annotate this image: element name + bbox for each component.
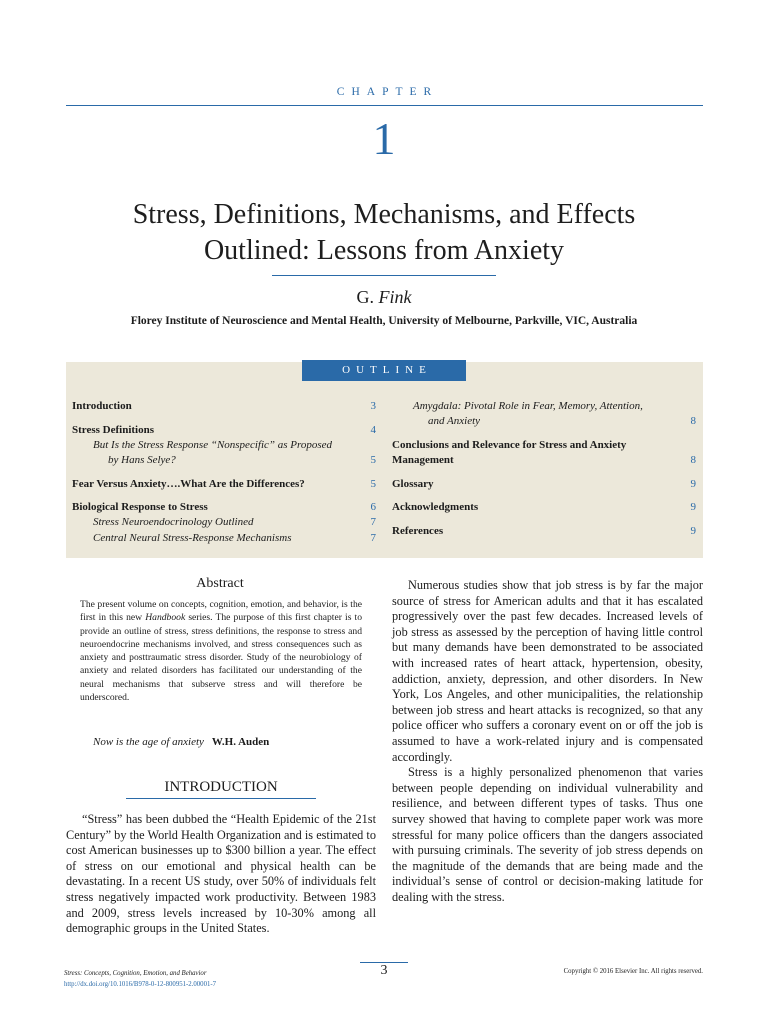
outline-item-page: 5 <box>370 454 376 466</box>
outline-item-page: 9 <box>690 525 696 537</box>
outline-item-label: Central Neural Stress-Response Mechanisms <box>93 532 292 544</box>
outline-item-page: 6 <box>370 501 376 513</box>
outline-item-nonspecific[interactable] <box>72 438 376 468</box>
introduction-paragraph: “Stress” has been dubbed the “Health Epidemic of the 21st Century” by the World Health Organization and is estimated to cost American businesses up to $300 billion a year. The effect of stress on our emotional and physical health can be devastating. In a recent US study, over 50% of individuals felt stress negatively impacted work productivity. Between 1983 and 2009, stress levels increased by 10-30% among all demographic groups in the United States. <box>66 812 376 936</box>
abstract-text-part: series. The purpose of this first chapter is to provide an outline of stress, stress definitions, the response to stress and neuroendocrine mechanisms involved, and stress consequences such as anxiety and posttraumatic stress disorder. Study of the neurobiology of anxiety and related disorders has facilitated our understanding of the neural mechanisms that subserve stress and will therefore be underscored. <box>80 612 363 704</box>
outline-label: OUTLINE <box>302 360 466 381</box>
author-surname: Fink <box>378 287 412 307</box>
outline-item-amygdala[interactable] <box>392 399 696 429</box>
outline-item-label: Amygdala: Pivotal Role in Fear, Memory, Attention, <box>413 400 643 412</box>
epigraph <box>93 736 269 748</box>
outline-item-label: Stress Neuroendocrinology Outlined <box>93 516 254 528</box>
abstract-text-italic: Handbook <box>145 612 186 624</box>
body-paragraph-2: Stress is a highly personalized phenomenon that varies between people depending on individual vulnerability and resilience, and between different types of tasks. Thus one survey showed that having to complete paper work was more stressful for many police officers than the dangers associated with pursuing criminals. The severity of job stress depends on the magnitude of the demands that are being made and the individual’s sense of control or decision-making latitude for dealing with the stress. <box>392 765 703 904</box>
chapter-title <box>60 197 708 269</box>
abstract-text-part: The present volume on concepts, cognition, emotion, and behavior, is the first in this new <box>80 599 362 624</box>
outline-item-page: 7 <box>370 532 376 544</box>
outline-item-page: 8 <box>690 415 696 427</box>
footer-citation <box>64 968 216 990</box>
outline-item-page: 5 <box>370 478 376 490</box>
affiliation: Florey Institute of Neuroscience and Mental Health, University of Melbourne, Parkville, VIC, Australia <box>130 315 638 327</box>
outline-item-label: Acknowledgments <box>392 501 479 513</box>
chapter-rule <box>66 105 703 106</box>
title-line-2: Outlined: Lessons from Anxiety <box>203 235 565 266</box>
abstract-text <box>80 598 362 704</box>
outline-item-label-cont: by Hans Selye? <box>108 454 176 466</box>
outline-item-page: 8 <box>690 454 696 466</box>
outline-item-label-cont: and Anxiety <box>428 415 481 427</box>
outline-item-label: Fear Versus Anxiety….What Are the Differences? <box>72 478 305 490</box>
page-number: 3 <box>380 963 388 978</box>
title-line-1: Stress, Definitions, Mechanisms, and Effects <box>132 199 636 230</box>
outline-item-label: But Is the Stress Response “Nonspecific” as Proposed <box>93 439 333 451</box>
chapter-number: 1 <box>372 113 396 164</box>
outline-item-page: 9 <box>690 501 696 513</box>
outline-item-label: References <box>392 525 444 537</box>
epigraph-attribution: W.H. Auden <box>211 736 270 748</box>
author <box>0 287 768 308</box>
abstract-heading: Abstract <box>196 576 244 591</box>
introduction-text <box>66 812 376 937</box>
right-column-text <box>392 578 703 905</box>
footer-book-title: Stress: Concepts, Cognition, Emotion, and Behavior <box>64 970 207 977</box>
outline-item-label: Stress Definitions <box>72 424 154 436</box>
outline-item-conclusions[interactable] <box>392 438 696 468</box>
outline-item-label-cont: Management <box>392 454 454 466</box>
body-paragraph-1: Numerous studies show that job stress is by far the major source of stress for American adults and that it has escalated progressively over the past few decades. Increased levels of job stress as assessed by the perception of having little control but many demands have been demonstrated to be associated with increased rates of heart attack, hypertension, obesity, addiction, anxiety, depression, and other disorders. In New York, Los Angeles, and other municipalities, the relationship between job stress and heart attacks is recognized, so that any police officer who suffers a coronary event on or off the job is assumed to have a work-related injury and is compensated accordingly. <box>392 578 703 764</box>
footer-doi-link[interactable]: http://dx.doi.org/10.1016/B978-0-12-800951-2.00001-7 <box>64 981 217 988</box>
chapter-label: CHAPTER <box>336 86 439 98</box>
outline-item-label: Glossary <box>392 478 434 490</box>
author-initial: G. <box>356 287 374 307</box>
outline-item-label: Introduction <box>72 400 132 412</box>
outline-item-page: 7 <box>370 516 376 528</box>
outline-item-label: Conclusions and Relevance for Stress and Anxiety <box>392 439 627 451</box>
outline-item-page: 9 <box>690 478 696 490</box>
epigraph-quote: Now is the age of anxiety <box>93 736 204 748</box>
introduction-heading: INTRODUCTION <box>164 779 278 795</box>
outline-item-label: Biological Response to Stress <box>72 501 208 513</box>
introduction-rule <box>126 798 316 799</box>
outline-item-page: 3 <box>370 400 376 412</box>
footer-copyright: Copyright © 2016 Elsevier Inc. All rights reserved. <box>563 968 703 975</box>
title-rule <box>272 275 496 276</box>
outline-item-page: 4 <box>370 424 376 436</box>
